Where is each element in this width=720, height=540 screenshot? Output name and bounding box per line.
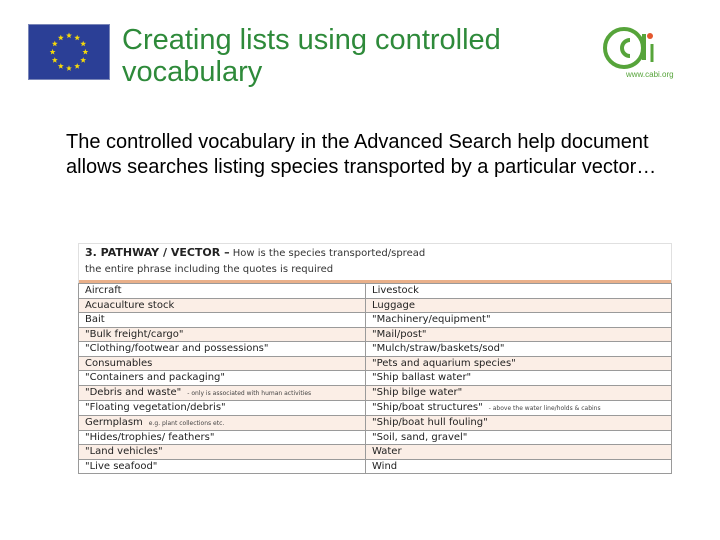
table-row bbox=[79, 356, 672, 371]
vocabulary-term: "Clothing/footwear and possessions" bbox=[85, 343, 269, 355]
eu-star bbox=[74, 35, 80, 41]
vocabulary-term: Luggage bbox=[372, 299, 416, 311]
table-cell-left bbox=[79, 459, 366, 474]
table-cell-left bbox=[79, 327, 366, 342]
table-cell-left bbox=[79, 371, 366, 386]
vocabulary-term: "Mulch/straw/baskets/sod" bbox=[372, 343, 505, 355]
eu-star bbox=[66, 33, 72, 39]
table-cell-right bbox=[366, 371, 672, 386]
body-text: The controlled vocabulary in the Advanced Search help document allows searches listing species transported by a particular vector… bbox=[66, 131, 657, 178]
vocabulary-term: Germplasm bbox=[85, 416, 143, 428]
table-row bbox=[79, 371, 672, 386]
vocabulary-term: "Pets and aquarium species" bbox=[372, 357, 516, 369]
table-cell-right bbox=[366, 342, 672, 357]
table-row bbox=[79, 445, 672, 460]
vocabulary-term: "Ship bilge water" bbox=[372, 387, 463, 398]
table-cell-right bbox=[366, 298, 672, 313]
table-cell-right bbox=[366, 445, 672, 460]
eu-star bbox=[52, 41, 58, 47]
eu-star bbox=[52, 57, 58, 63]
table-cell-right bbox=[366, 415, 672, 430]
table-cell-right bbox=[366, 385, 672, 400]
eu-star bbox=[74, 63, 80, 69]
term-note: - above the water line/holds & cabins bbox=[488, 404, 601, 412]
vocabulary-term: "Ship/boat structures" bbox=[372, 401, 483, 413]
vocabulary-term: Bait bbox=[85, 314, 105, 326]
eu-star bbox=[58, 35, 64, 41]
document-subheading: the entire phrase including the quotes is required bbox=[85, 264, 334, 275]
table-cell-left bbox=[79, 313, 366, 328]
document-question: How is the species transported/spread bbox=[229, 248, 426, 259]
table-row bbox=[79, 400, 672, 415]
vocabulary-term: "Containers and packaging" bbox=[85, 372, 225, 384]
table-row bbox=[79, 430, 672, 445]
vocabulary-table bbox=[78, 283, 672, 474]
table-cell-right bbox=[366, 459, 672, 474]
table-row bbox=[79, 313, 672, 328]
table-row bbox=[79, 342, 672, 357]
vocabulary-term: "Mail/post" bbox=[372, 328, 427, 340]
vocabulary-term: "Floating vegetation/debris" bbox=[85, 402, 226, 413]
vocabulary-term: Consumables bbox=[85, 357, 153, 369]
table-cell-left bbox=[79, 415, 366, 430]
table-row bbox=[79, 284, 672, 299]
vocabulary-term: "Soil, sand, gravel" bbox=[372, 431, 468, 443]
vocabulary-term: Livestock bbox=[372, 285, 419, 297]
table-cell-right bbox=[366, 430, 672, 445]
vocabulary-term: Wind bbox=[372, 460, 398, 472]
vocabulary-term: "Machinery/equipment" bbox=[372, 314, 491, 326]
table-cell-left bbox=[79, 284, 366, 299]
eu-star bbox=[80, 41, 86, 47]
table-row bbox=[79, 415, 672, 430]
vocabulary-term: "Land vehicles" bbox=[85, 446, 163, 458]
table-cell-left bbox=[79, 385, 366, 400]
vocabulary-term: "Debris and waste" bbox=[85, 386, 182, 398]
vocabulary-term: "Live seafood" bbox=[85, 460, 158, 472]
term-note: e.g. plant collections etc. bbox=[148, 419, 225, 427]
table-cell-right bbox=[366, 284, 672, 299]
table-row bbox=[79, 298, 672, 313]
vocabulary-term: Aircraft bbox=[85, 285, 122, 297]
table-row bbox=[79, 327, 672, 342]
table-cell-left bbox=[79, 342, 366, 357]
term-note: - only is associated with human activities bbox=[187, 389, 312, 397]
vocabulary-document-excerpt bbox=[78, 243, 672, 474]
vocabulary-term: "Hides/trophies/ feathers" bbox=[85, 431, 215, 443]
document-heading-label: 3. PATHWAY / VECTOR – bbox=[85, 246, 230, 259]
page-title: Creating lists using controlled vocabulary bbox=[122, 24, 501, 88]
vocabulary-term: "Ship ballast water" bbox=[372, 372, 472, 384]
cabi-url: www.cabi.org bbox=[626, 70, 674, 79]
document-header bbox=[79, 244, 671, 283]
eu-star bbox=[50, 49, 56, 55]
eu-star bbox=[66, 65, 72, 71]
vocabulary-term: Acuaculture stock bbox=[85, 299, 175, 311]
eu-star bbox=[82, 49, 88, 55]
table-cell-left bbox=[79, 298, 366, 313]
vocabulary-term: "Bulk freight/cargo" bbox=[85, 328, 184, 340]
eu-flag-stars bbox=[29, 25, 109, 79]
eu-star bbox=[58, 63, 64, 69]
vocabulary-term: Water bbox=[372, 446, 402, 458]
table-cell-left bbox=[79, 356, 366, 371]
table-cell-left bbox=[79, 400, 366, 415]
table-row bbox=[79, 385, 672, 400]
table-cell-left bbox=[79, 445, 366, 460]
table-cell-right bbox=[366, 356, 672, 371]
eu-flag-icon bbox=[28, 24, 110, 80]
table-cell-right bbox=[366, 327, 672, 342]
table-cell-left bbox=[79, 430, 366, 445]
document-heading bbox=[85, 246, 425, 259]
vocabulary-term: "Ship/boat hull fouling" bbox=[372, 417, 488, 428]
table-row bbox=[79, 459, 672, 474]
eu-star bbox=[80, 57, 86, 63]
table-cell-right bbox=[366, 400, 672, 415]
table-cell-right bbox=[366, 313, 672, 328]
